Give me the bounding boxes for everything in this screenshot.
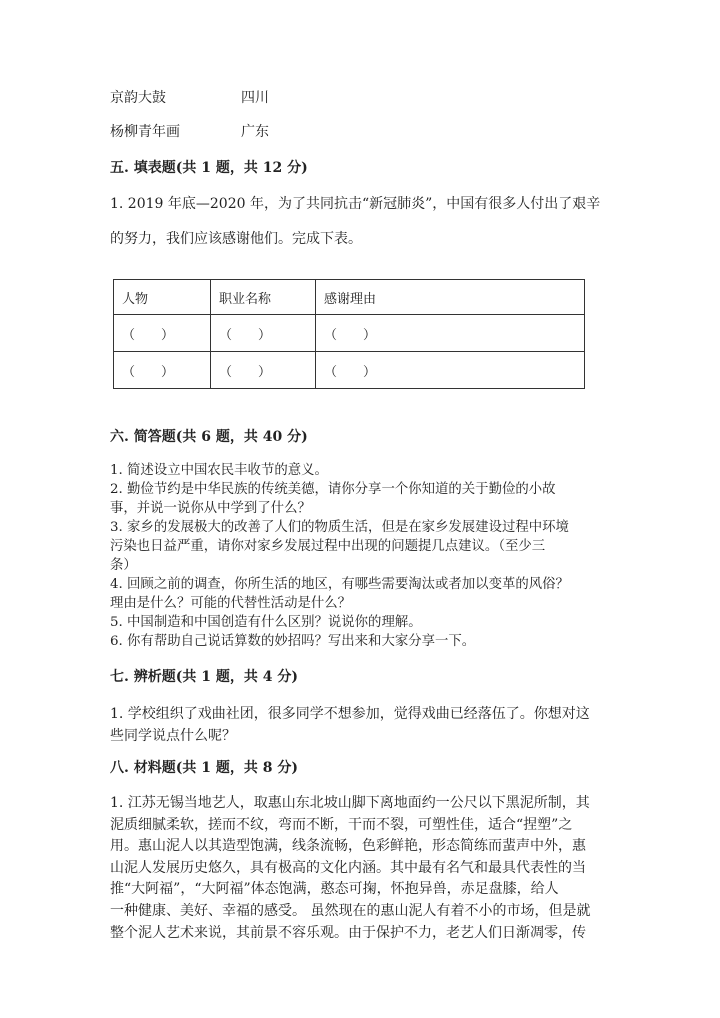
- question-line: 2. 勤俭节约是中华民族的传统美德，请你分享一个你知道的关于勤俭的小故: [110, 482, 556, 497]
- section-6-heading: 六. 简答题(共 6 题，共 40 分): [110, 429, 308, 445]
- match-right-1: 四川: [241, 90, 269, 106]
- fill-in-table: [113, 279, 585, 389]
- table-header-occupation: 职业名称: [211, 280, 316, 315]
- question-line: 条）: [110, 558, 137, 573]
- question-line: 1. 学校组织了戏曲社团，很多同学不想参加，觉得戏曲已经落伍了。你想对这: [110, 706, 590, 722]
- table-blank-cell[interactable]: （ ）: [316, 352, 585, 389]
- question-line: 污染也日益严重，请你对家乡发展过程中出现的问题提几点建议。（至少三: [110, 539, 546, 554]
- table-header-reason: 感谢理由: [316, 280, 585, 315]
- question-line: 理由是什么？可能的代替性活动是什么？: [110, 596, 352, 611]
- table-row: [114, 315, 585, 352]
- table-blank-cell[interactable]: （ ）: [114, 315, 211, 352]
- question-line: 4. 回顾之前的调查，你所生活的地区，有哪些需要淘汰或者加以变革的风俗？: [110, 577, 569, 592]
- material-line: 1. 江苏无锡当地艺人，取惠山东北坡山脚下离地面约一公尺以下黑泥所制，其: [110, 795, 590, 811]
- material-line: 山泥人发展历史悠久，具有极高的文化内涵。其中最有名气和最具代表性的当: [110, 859, 586, 876]
- match-right-2: 广东: [241, 124, 269, 140]
- question-line: 些同学说点什么呢？: [110, 727, 236, 744]
- match-left-1: 京韵大鼓: [110, 90, 166, 106]
- question-line: 1. 简述设立中国农民丰收节的意义。: [110, 463, 328, 478]
- section-8-material: [110, 793, 610, 944]
- table-header-person: 人物: [114, 280, 211, 315]
- section-8-heading: 八. 材料题(共 1 题，共 8 分): [110, 760, 298, 776]
- match-left-2: 杨柳青年画: [110, 124, 180, 140]
- section-5-q1-line-2: 的努力，我们应该感谢他们。完成下表。: [110, 231, 362, 247]
- question-line: 事，并说一说你从中学到了什么？: [110, 501, 311, 516]
- material-line: 一种健康、美好、幸福的感受。 虽然现在的惠山泥人有着不小的市场，但是就: [110, 902, 591, 919]
- material-line: 泥质细腻柔软，搓而不纹，弯而不断，干而不裂，可塑性佳，适合“捏塑”之: [110, 816, 573, 833]
- table-blank-cell[interactable]: （ ）: [114, 352, 211, 389]
- question-line: 5. 中国制造和中国创造有什么区别？说说你的理解。: [110, 615, 422, 630]
- section-5-heading: 五. 填表题(共 1 题，共 12 分): [110, 160, 308, 176]
- table-blank-cell[interactable]: （ ）: [316, 315, 585, 352]
- section-6-questions: [110, 461, 610, 651]
- table-row: [114, 352, 585, 389]
- table-header-row: [114, 280, 585, 315]
- material-line: 整个泥人艺术来说，其前景不容乐观。由于保护不力，老艺人们日渐凋零，传: [110, 924, 586, 941]
- question-line: 3. 家乡的发展极大的改善了人们的物质生活，但是在家乡发展建设过程中环境: [110, 520, 569, 535]
- table-blank-cell[interactable]: （ ）: [211, 315, 316, 352]
- question-line: 6. 你有帮助自己说话算数的妙招吗？写出来和大家分享一下。: [110, 634, 476, 649]
- section-7-question: [110, 704, 610, 747]
- section-5-q1-line-1: 1. 2019 年底—2020 年，为了共同抗击“新冠肺炎”，中国有很多人付出了艰辛: [110, 196, 601, 212]
- table-blank-cell[interactable]: （ ）: [211, 352, 316, 389]
- material-line: 推“大阿福”，“大阿福”体态饱满，憨态可掬，怀抱异兽，赤足盘膝，给人: [110, 881, 559, 898]
- section-7-heading: 七. 辨析题(共 1 题，共 4 分): [110, 669, 298, 685]
- material-line: 用。惠山泥人以其造型饱满，线条流畅，色彩鲜艳，形态简练而蜚声中外，惠: [110, 838, 586, 855]
